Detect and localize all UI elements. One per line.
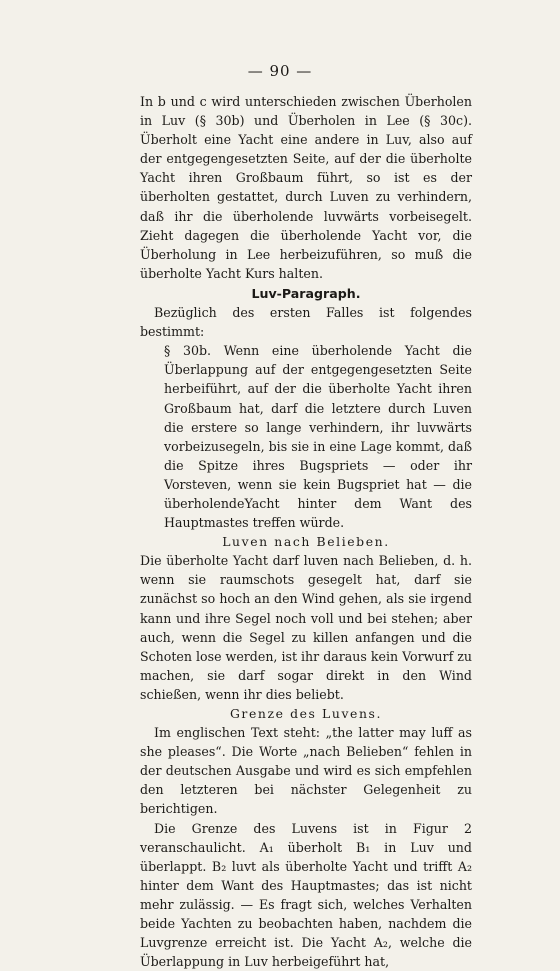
paragraph-luven-belieben: Die überholte Yacht darf luven nach Belieben, d. h. wenn sie raumschots gesegelt hat, darf sie zunächst so hoch an den Wind gehen, als sie irgend kann und ihre Segel noch voll und bei stehen; aber auch, wenn die Segel zu killen anfangen und die Schoten lose werden, ist ihr daraus kein Vorwurf zu machen, sie darf sogar direkt in den Wind schießen, wenn ihr dies beliebt. <box>140 553 472 702</box>
paragraph-english-text: Im englischen Text steht: „the latter may luff as she pleases“. Die Worte „nach Belieben“ fehlen in der deutschen Ausgabe und wird es sich empfehlen den letzteren bei nächster Gelegenheit zu berichtigen. <box>140 725 472 817</box>
paragraph-intro-rule: Bezüglich des ersten Falles ist folgendes bestimmt: <box>140 305 472 340</box>
heading-grenze-des-luvens: Grenze des Luvens. <box>229 706 383 721</box>
paragraph-figure-2: Die Grenze des Luvens ist in Figur 2 veranschaulicht. A₁ überholt B₁ in Luv und überlappt. B₂ luvt als überholte Yacht und trifft A₂ hinter dem Want des Hauptmastes; das ist nicht mehr zulässig. — Es fragt sich, welches Verhalten beide Yachten zu beobachten haben, nachdem die Luvgrenze erreicht ist. Die Yacht A₂, welche die Überlappung in Luv herbeigeführt hat, <box>140 820 472 970</box>
page-number: — 90 — <box>247 62 313 80</box>
body-text <box>140 92 472 971</box>
rule-quote-30b: § 30b. Wenn eine überholende Yacht die Überlappung auf der entgegengesetzten Seite herbeiführt, auf der die überholte Yacht ihren Großbaum hat, darf die letztere durch Luven die erstere so lange verhindern, ihr luvwärts vorbeizusegeln, bis sie in eine Lage kommt, daß die Spitze ihres Bugspriets — oder ihr Vorsteven, wenn sie kein Bugspriet hat — die überholendeYacht hinter dem Want des Hauptmastes treffen würde. <box>164 343 472 531</box>
paragraph-overtaking: In b und c wird unterschieden zwischen Überholen in Luv (§ 30b) und Überholen in Lee (§ 30c). Überholt eine Yacht eine andere in Luv, also auf der entgegengesetzten Seite, auf der die überholte Yacht ihren Großbaum führt, so ist es der überholten gestattet, durch Luven zu verhindern, daß ihr die überholende luvwärts vorbeisegelt. Zieht dagegen die überholende Yacht vor, die Überholung in Lee herbeizuführen, so muß die überholte Yacht Kurs halten. <box>140 94 472 281</box>
heading-luven-nach-belieben: Luven nach Belieben. <box>222 534 390 550</box>
heading-luv-paragraph: Luv-Paragraph. <box>251 285 361 301</box>
